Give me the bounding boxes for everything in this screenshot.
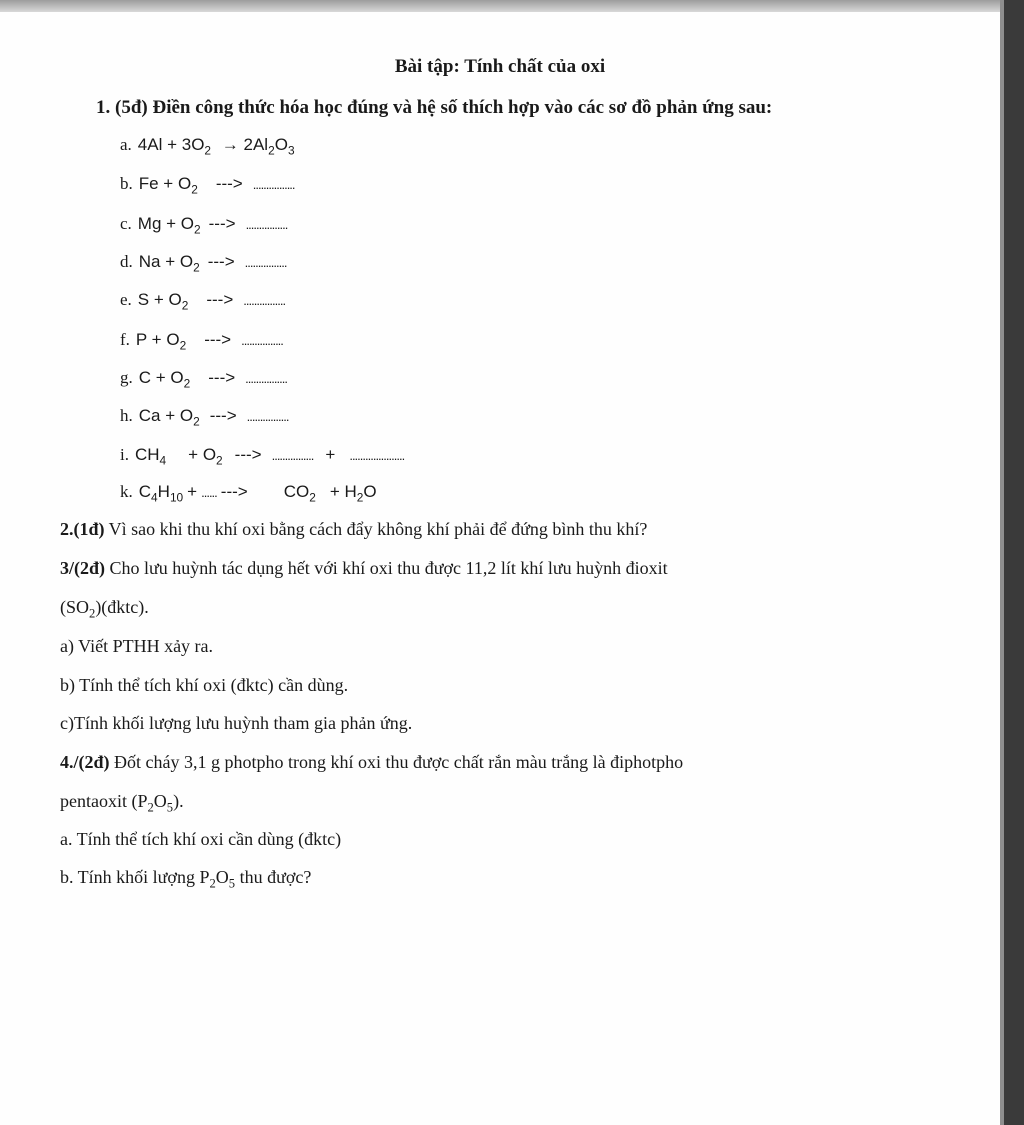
reaction-h: h. $Ca + O_2$ ---> ................ [120,406,289,429]
reaction-a: a. $4Al + 3O_2 \to 2Al_2O_3$ [120,135,295,158]
reaction-d: d. $Na + O_2$ ---> ................ [120,252,287,275]
reaction-c: c. $Mg + O_2$ ---> ................ [120,214,288,237]
question-1-heading: 1. (5đ) Điền công thức hóa học đúng và hệ số thích hợp vào các sơ đồ phản ứng sau: [96,97,773,118]
arrow-icon: → [221,135,239,154]
page-title: Bài tập: Tính chất của oxi [394,56,606,77]
question-3-b: b) Tính thể tích khí oxi (đktc) cần dùng. [60,675,349,695]
question-4-line2: pentaoxit $(P_2O_5)$. [60,791,184,815]
question-4-a: a. Tính thể tích khí oxi cần dùng (đktc) [60,829,342,849]
reaction-f: f. $P + O_2$ ---> ................ [120,330,283,353]
question-2: 2.(1đ) Vì sao khi thu khí oxi bằng cách đẩy không khí phải để đứng bình thu khí? [60,519,648,539]
reaction-b: b. $Fe + O_2$ ---> ................ [120,174,295,197]
reaction-e: e. $S + O_2$ ---> ................ [120,290,286,313]
question-4: 4./(2đ) Đốt cháy 3,1 g photpho trong khí oxi thu được chất rắn màu trắng là điphotpho [60,752,684,772]
reaction-k: k. $C_4H_{10}$ + ...... ---> $CO_2 + H_2O$ [120,482,377,505]
question-3-so2: $(SO_2)(đktc)$. [60,597,149,621]
reaction-g: g. $C + O_2$ ---> ................ [120,368,287,391]
question-3-a: a) Viết PTHH xảy ra. [60,636,214,656]
reaction-i: i. $CH_4 + O_2$ ---> ................ + ..................... [120,445,405,468]
question-3: 3/(2đ) Cho lưu huỳnh tác dụng hết với khí oxi thu được 11,2 lít khí lưu huỳnh đioxit [60,558,668,578]
question-3-c: c)Tính khối lượng lưu huỳnh tham gia phản ứng. [60,713,413,733]
question-4-b: b. Tính khối lượng $P_2O_5$ thu được? [60,867,312,891]
window-top-edge [0,0,1000,12]
window-right-edge [1000,0,1024,1125]
